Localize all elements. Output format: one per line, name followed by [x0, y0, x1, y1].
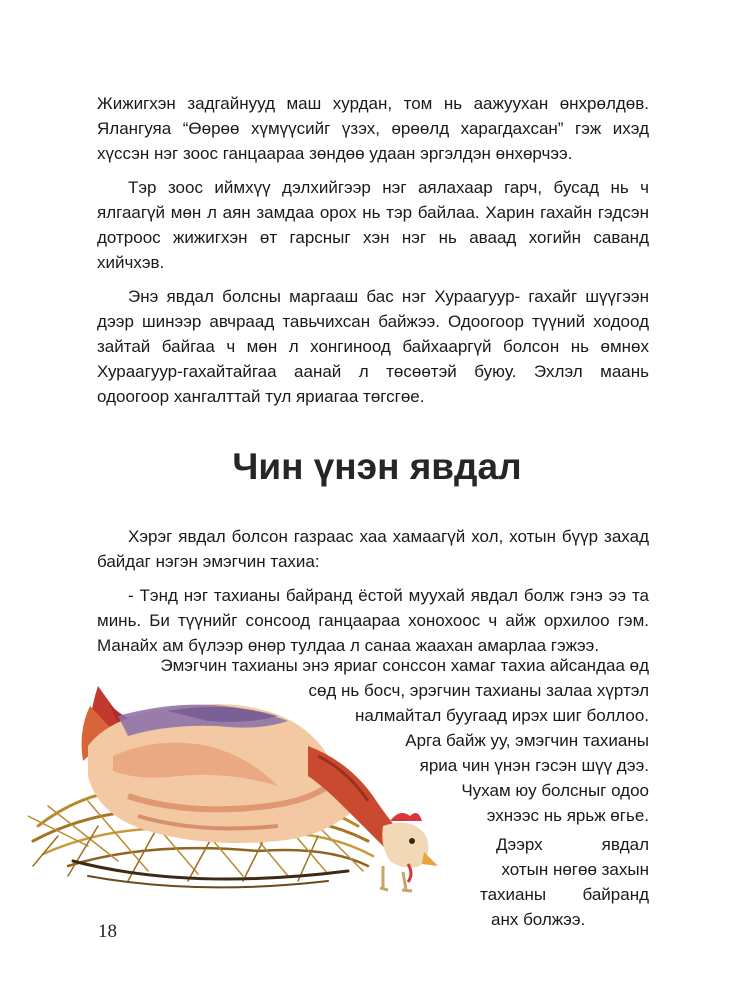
wrapped-line: Арга байж уу, эмэгчин тахианы — [405, 731, 649, 750]
word: байранд — [582, 885, 649, 904]
paragraph: Энэ явдал болсны маргааш бас нэг Хураагуур- гахайг шүүгээн дээр шинээр авчраад тавьчихсан байжээ. Одоогоор түүний ходоод зайтай байгаа ч мөн л хонгиноод байхааргүй болсон нь өмнөх Хураагуур-гахайтайгаа аанай л төсөөтэй буюу. Эхлэл маань одоогоор хангалттай тул яриагаа төгсгөе. — [97, 287, 649, 406]
word: тахианы — [480, 885, 547, 904]
hen-head — [382, 823, 428, 868]
wrapped-line: налмайтал буугаад ирэх шиг боллоо. — [354, 706, 649, 725]
chapter-title: Чин үнэн явдал — [232, 446, 522, 487]
last-paragraph-line: анх болжээ. — [491, 910, 586, 929]
wrapped-line: яриа чин үнэн гэсэн шүү дээ. — [419, 756, 649, 775]
paragraph: Хэрэг явдал болсон газраас хаа хамаагүй хол, хотын бүүр захад байдаг нэгэн эмэгчин тахиа: — [97, 527, 649, 571]
paragraph: Жижигхэн задгайнууд маш хурдан, том нь аажуухан өнхрөлдөв. Ялангуяа “Өөрөө хүмүүсийг үзэх, өрөөлд харагдахсан” гэж ихэд хүссэн нэг зоос ганцаараа зөндөө удаан эргэлдэн өнхөрчээ. — [97, 94, 649, 163]
story-top-text — [97, 91, 649, 409]
wrapped-line: сөд нь босч, эрэгчин тахианы залаа хүртэл — [308, 681, 649, 700]
hen-beak — [422, 852, 438, 866]
last-paragraph-line — [480, 882, 649, 907]
last-paragraph-line: хотын нөгөө захын — [501, 860, 649, 879]
hen-eye — [409, 838, 415, 844]
wrapped-line: Чухам юу болсныг одоо — [461, 781, 649, 800]
word: Дээрх — [496, 835, 543, 854]
wrapped-line: эхнээс нь ярьж өгье. — [486, 806, 649, 825]
chapter-text — [97, 524, 649, 658]
paragraph: - Тэнд нэг тахианы байранд ёстой муухай явдал болж гэнэ ээ та минь. Би түүнийг сонсоод ганцаараа хонохоос ч айж орхилоо гэм. Манайх ам бүлээр өнөр тулдаа л санаа жаахан амарлаа гэжээ. — [97, 586, 649, 655]
page-number: 18 — [98, 921, 117, 942]
word: явдал — [601, 835, 649, 854]
last-paragraph-line — [496, 832, 649, 857]
wrapped-line: Эмэгчин тахианы энэ яриаг сонссон хамаг тахиа айсандаа өд — [160, 656, 649, 675]
hen-on-nest-illustration — [28, 676, 468, 900]
paragraph: Тэр зоос иймхүү дэлхийгээр нэг аялахаар гарч, бусад нь ч ялгаагүй мөн л аян замдаа орох нь тэр байлаа. Харин гахайн гэдсэн дотроос жижигхэн өт гарсныг хэн нэг нь аваад хогийн саванд хийчхэв. — [97, 178, 649, 272]
